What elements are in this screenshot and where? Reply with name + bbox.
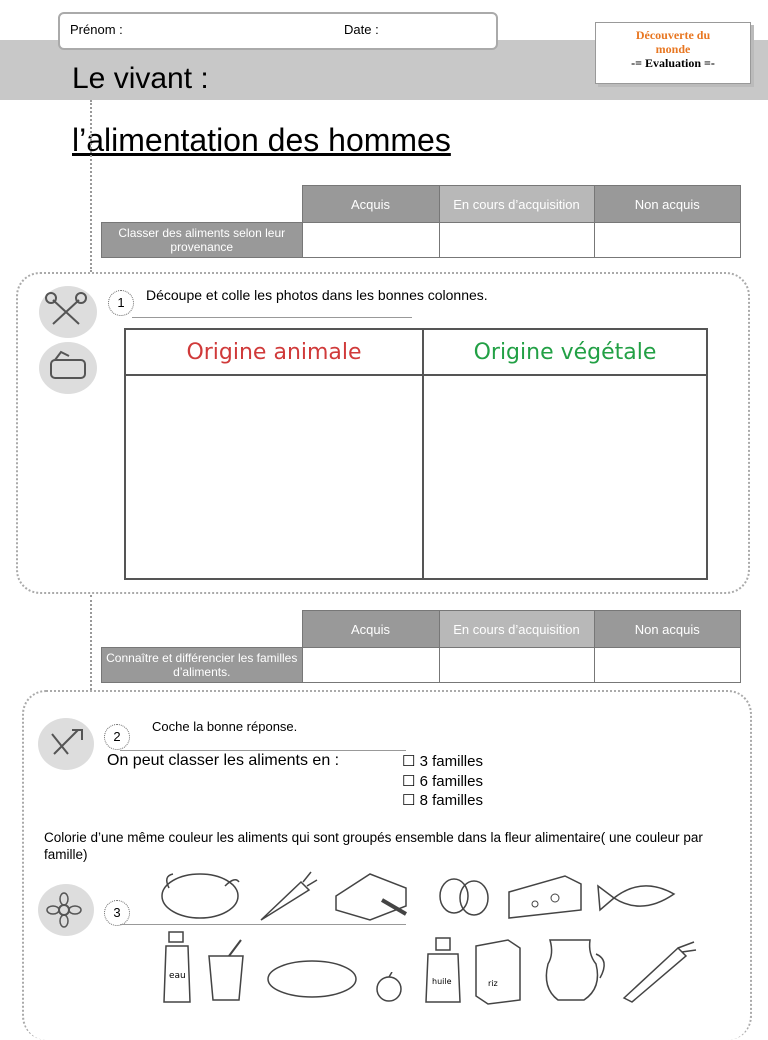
cell-acquis[interactable] <box>302 648 439 683</box>
criterion-label: Classer des aliments selon leur provenance <box>102 223 303 258</box>
exercise-number-1: 1 <box>108 290 134 316</box>
page-title: Le vivant : <box>72 62 209 95</box>
oil-label: huile <box>432 977 452 986</box>
eggs-drawing[interactable] <box>436 874 492 918</box>
chicken-drawing[interactable] <box>155 866 245 924</box>
milk-jug-drawing[interactable] <box>540 934 612 1004</box>
header-origine-animale: Origine animale <box>125 329 423 375</box>
glue-icon <box>39 342 97 394</box>
checkbox[interactable]: ☐ <box>402 772 416 790</box>
exercise-number-2: 2 <box>104 724 130 750</box>
leek-drawing[interactable] <box>618 940 698 1004</box>
prenom-label: Prénom : <box>70 22 123 37</box>
col-acquis: Acquis <box>302 186 439 223</box>
margin-line <box>90 595 92 690</box>
drop-zone-vegetale[interactable] <box>423 375 707 579</box>
cell-acquis[interactable] <box>302 223 439 258</box>
header-origine-vegetale: Origine végétale <box>423 329 707 375</box>
evaluation-table-2 <box>101 610 741 683</box>
scissors-icon <box>39 286 97 338</box>
flower-icon <box>38 884 94 936</box>
drop-zone-animale[interactable] <box>125 375 423 579</box>
oil-bottle-drawing[interactable] <box>422 936 464 1006</box>
rice-box-drawing[interactable] <box>472 936 524 1006</box>
cell-en-cours[interactable] <box>439 648 594 683</box>
option-3-familles[interactable]: ☐ 3 familles <box>402 753 483 770</box>
exercise-2-question: On peut classer les aliments en : <box>107 752 340 769</box>
col-en-cours: En cours d’acquisition <box>439 611 594 648</box>
stamp-line-3: -= Evaluation =- <box>631 56 715 70</box>
plum-drawing[interactable] <box>374 972 404 1004</box>
carrot-drawing[interactable] <box>255 868 319 926</box>
evaluation-table-1 <box>101 185 741 258</box>
margin-line <box>90 100 92 272</box>
water-bottle-drawing[interactable] <box>160 930 194 1004</box>
col-non-acquis: Non acquis <box>594 611 741 648</box>
options-list <box>402 752 483 811</box>
stamp-line-1: Découverte du <box>635 28 711 42</box>
col-acquis: Acquis <box>302 611 439 648</box>
exercise-1-instruction: Découpe et colle les photos dans les bonnes colonnes. <box>146 287 488 303</box>
checkbox[interactable]: ☐ <box>402 753 416 770</box>
option-8-familles[interactable]: ☐ 8 familles <box>402 792 483 809</box>
stamp-line-2: monde <box>655 42 691 56</box>
checkbox[interactable]: ☐ <box>402 792 416 809</box>
evaluation-stamp <box>595 22 751 84</box>
cheese-drawing[interactable] <box>505 870 585 922</box>
butter-drawing[interactable] <box>330 866 412 924</box>
col-en-cours: En cours d’acquisition <box>439 186 594 223</box>
criterion-label: Connaître et différencier les familles d’aliments. <box>102 648 303 683</box>
exercise-2-instruction: Coche la bonne réponse. <box>152 719 298 734</box>
name-date-box <box>58 12 498 50</box>
fish-drawing[interactable] <box>596 874 678 920</box>
exercise-3-instruction: Colorie d’une même couleur les aliments qui sont groupés ensemble dans la fleur alimentaire( une couleur par famille) <box>44 830 703 862</box>
exercise-number-3: 3 <box>104 900 130 926</box>
date-label: Date : <box>344 22 379 37</box>
cell-non-acquis[interactable] <box>594 648 741 683</box>
origin-table <box>124 328 708 580</box>
bread-drawing[interactable] <box>264 953 360 1003</box>
box-label: riz <box>488 979 498 988</box>
bottle-label: eau <box>169 971 186 981</box>
option-6-familles[interactable]: ☐ 6 familles <box>402 772 483 790</box>
yogurt-drawing[interactable] <box>203 938 251 1004</box>
cell-non-acquis[interactable] <box>594 223 741 258</box>
pencil-icon <box>38 718 94 770</box>
col-non-acquis: Non acquis <box>594 186 741 223</box>
page-subtitle: l’alimentation des hommes <box>72 122 451 158</box>
cell-en-cours[interactable] <box>439 223 594 258</box>
